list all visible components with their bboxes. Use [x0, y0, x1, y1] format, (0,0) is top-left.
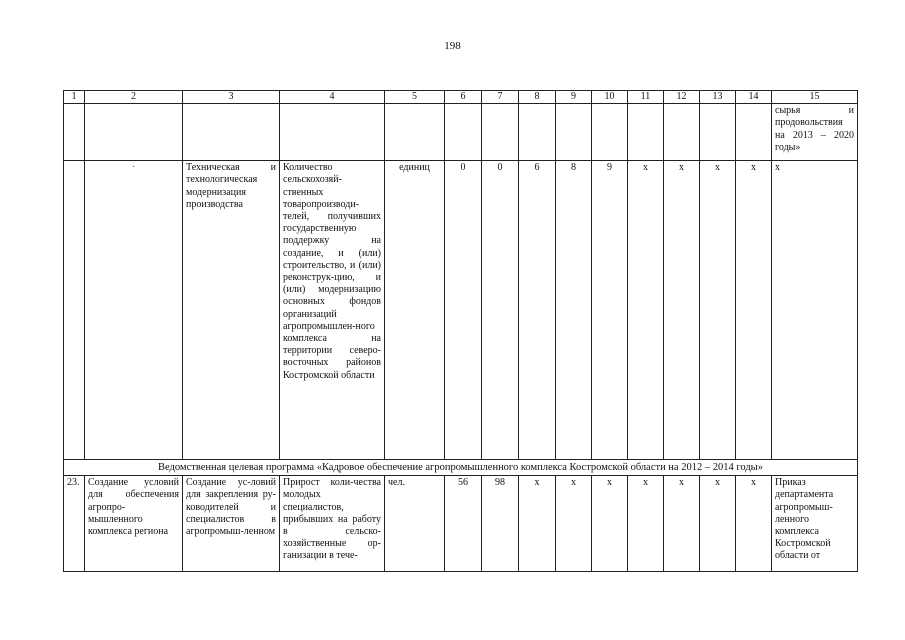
column-header: 4 — [280, 91, 385, 104]
value-cell: 0 — [445, 161, 482, 460]
table-cell — [85, 104, 183, 161]
value-cell: 0 — [482, 161, 519, 460]
goal-cell: Создание условий для обеспечения агропро-мышленного комплекса региона — [85, 476, 183, 572]
program-table-container — [63, 90, 857, 572]
indicator-cell: Прирост коли-чества молодых специалистов, прибывших на работу в сельско-хозяйственные ор-ганизации в тече- — [280, 476, 385, 572]
value-cell: x — [556, 476, 592, 572]
normative-act-cell: Приказ департамента агропромыш-ленного комплекса Костромской области от — [772, 476, 858, 572]
value-cell: 6 — [519, 161, 556, 460]
table-cell — [64, 104, 85, 161]
column-header: 14 — [736, 91, 772, 104]
activity-cell: Создание ус-ловий для закрепления ру-ководителей и специалистов в агропромыш-ленном — [183, 476, 280, 572]
table-cell — [519, 104, 556, 161]
value-cell: x — [519, 476, 556, 572]
table-row-continuation — [64, 104, 858, 161]
value-cell: x — [736, 476, 772, 572]
table-cell — [64, 161, 85, 460]
indicator-cell: Количество сельскохозяй-ственных товаропроизводи-телей, получивших государственную поддержку на создание, и (или) строительство, и (или) реконструк-цию, и (или) модернизацию основных фондов организаций агропромышлен-ного комплекса на территории северо-восточных районов Костромской области — [280, 161, 385, 460]
value-cell: 98 — [482, 476, 519, 572]
normative-act-cell: x — [772, 161, 858, 460]
table-cell — [280, 104, 385, 161]
stray-mark: · — [131, 162, 136, 174]
column-header: 3 — [183, 91, 280, 104]
table-cell — [445, 104, 482, 161]
unit-cell: чел. — [385, 476, 445, 572]
table-cell — [592, 104, 628, 161]
column-header: 8 — [519, 91, 556, 104]
table-cell — [385, 104, 445, 161]
column-header: 1 — [64, 91, 85, 104]
column-header: 2 — [85, 91, 183, 104]
unit-cell: единиц — [385, 161, 445, 460]
row-number-cell: 23. — [64, 476, 85, 572]
value-cell: x — [628, 476, 664, 572]
value-cell: 9 — [592, 161, 628, 460]
column-number-header-row — [64, 91, 858, 104]
column-header: 10 — [592, 91, 628, 104]
value-cell: 56 — [445, 476, 482, 572]
table-cell — [736, 104, 772, 161]
column-header: 13 — [700, 91, 736, 104]
table-cell — [183, 104, 280, 161]
activity-cell: Техническая и технологическая модернизация производства — [183, 161, 280, 460]
value-cell: x — [628, 161, 664, 460]
value-cell: x — [592, 476, 628, 572]
column-header: 9 — [556, 91, 592, 104]
column-header: 7 — [482, 91, 519, 104]
program-table — [63, 90, 858, 572]
table-row-23 — [64, 476, 858, 572]
value-cell: x — [664, 161, 700, 460]
table-cell — [664, 104, 700, 161]
column-header: 15 — [772, 91, 858, 104]
column-header: 5 — [385, 91, 445, 104]
column-header: 12 — [664, 91, 700, 104]
table-cell — [700, 104, 736, 161]
value-cell: x — [700, 161, 736, 460]
table-cell — [628, 104, 664, 161]
page-number: 198 — [444, 40, 461, 52]
table-cell — [556, 104, 592, 161]
value-cell: x — [700, 476, 736, 572]
column-header: 6 — [445, 91, 482, 104]
section-title: Ведомственная целевая программа «Кадровое обеспечение агропромышленного комплекса Костромской области на 2012 – 2014 годы» — [64, 460, 858, 476]
table-cell — [482, 104, 519, 161]
column-header: 11 — [628, 91, 664, 104]
section-heading-row — [64, 460, 858, 476]
normative-act-cell: сырья и продовольствия на 2013 – 2020 годы» — [772, 104, 858, 161]
table-row-tech-modernization — [64, 161, 858, 460]
table-cell — [85, 161, 183, 460]
value-cell: x — [664, 476, 700, 572]
value-cell: x — [736, 161, 772, 460]
value-cell: 8 — [556, 161, 592, 460]
